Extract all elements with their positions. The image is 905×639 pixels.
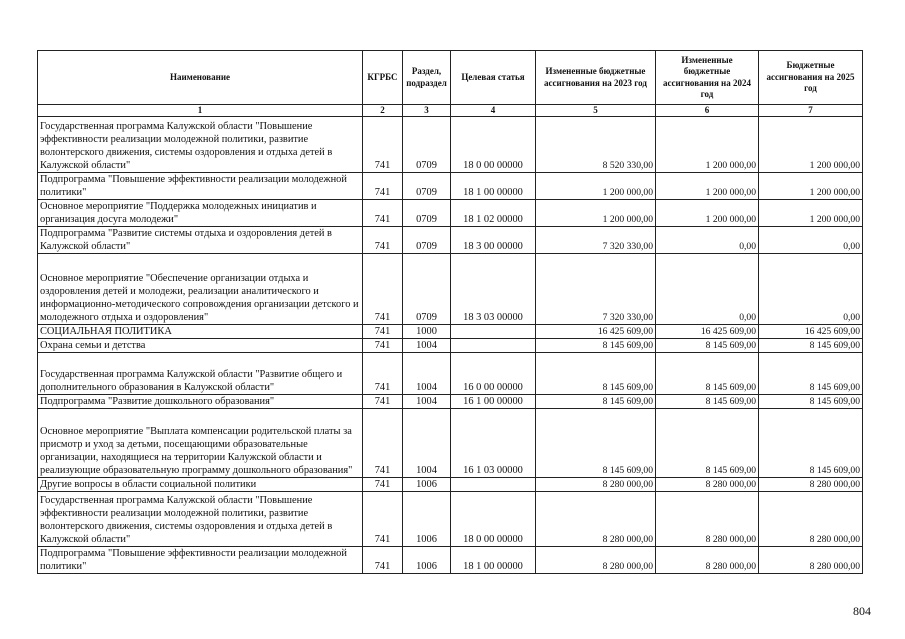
header-2024: Измененные бюджетные ассигнования на 2024 год	[656, 51, 759, 105]
row-kgrbs: 741	[363, 173, 403, 200]
row-name: Подпрограмма "Повышение эффективности реализации молодежной политики"	[38, 547, 363, 574]
column-number: 7	[759, 105, 863, 117]
row-kgrbs: 741	[363, 339, 403, 353]
header-row	[38, 51, 863, 105]
row-kgrbs: 741	[363, 117, 403, 173]
row-kgrbs: 741	[363, 547, 403, 574]
row-amount-2025: 1 200 000,00	[759, 200, 863, 227]
row-kgrbs: 741	[363, 409, 403, 478]
row-amount-2025: 0,00	[759, 254, 863, 325]
row-amount-2025: 16 425 609,00	[759, 325, 863, 339]
table-row	[38, 254, 863, 325]
row-amount-2023: 8 145 609,00	[536, 339, 656, 353]
column-number: 6	[656, 105, 759, 117]
row-section: 1006	[403, 478, 451, 492]
row-amount-2024: 1 200 000,00	[656, 200, 759, 227]
header-name: Наименование	[38, 51, 363, 105]
row-target: 18 3 03 00000	[451, 254, 536, 325]
table-row	[38, 117, 863, 173]
row-kgrbs: 741	[363, 200, 403, 227]
row-amount-2024: 8 145 609,00	[656, 409, 759, 478]
row-name: Основное мероприятие "Обеспечение организации отдыха и оздоровления детей и молодежи, реализации аналитического и информационно-методического сопровождения организации детского и молодежного отдыха и оздоровления"	[38, 254, 363, 325]
row-amount-2023: 7 320 330,00	[536, 227, 656, 254]
row-target: 16 1 03 00000	[451, 409, 536, 478]
row-amount-2024: 8 280 000,00	[656, 492, 759, 547]
row-amount-2023: 8 280 000,00	[536, 547, 656, 574]
column-number: 3	[403, 105, 451, 117]
row-section: 1004	[403, 409, 451, 478]
header-2025: Бюджетные ассигнования на 2025 год	[759, 51, 863, 105]
row-target: 18 1 00 00000	[451, 173, 536, 200]
row-amount-2023: 8 145 609,00	[536, 409, 656, 478]
row-section: 0709	[403, 117, 451, 173]
row-target: 16 0 00 00000	[451, 353, 536, 395]
row-amount-2025: 8 145 609,00	[759, 339, 863, 353]
row-target: 18 0 00 00000	[451, 492, 536, 547]
row-name: Государственная программа Калужской области "Развитие общего и дополнительного образования в Калужской области"	[38, 353, 363, 395]
row-name: Основное мероприятие "Поддержка молодежных инициатив и организация досуга молодежи"	[38, 200, 363, 227]
row-target: 18 1 02 00000	[451, 200, 536, 227]
table-row	[38, 227, 863, 254]
table-row	[38, 325, 863, 339]
row-amount-2025: 1 200 000,00	[759, 173, 863, 200]
row-section: 1004	[403, 395, 451, 409]
row-amount-2024: 8 280 000,00	[656, 547, 759, 574]
row-amount-2024: 1 200 000,00	[656, 173, 759, 200]
row-amount-2023: 16 425 609,00	[536, 325, 656, 339]
row-section: 0709	[403, 227, 451, 254]
row-kgrbs: 741	[363, 325, 403, 339]
row-amount-2025: 8 280 000,00	[759, 547, 863, 574]
table-row	[38, 492, 863, 547]
row-amount-2023: 7 320 330,00	[536, 254, 656, 325]
row-amount-2025: 8 280 000,00	[759, 492, 863, 547]
row-name: Государственная программа Калужской области "Повышение эффективности реализации молодежной политики, развитие волонтерского движения, системы оздоровления и отдыха детей в Калужской области"	[38, 492, 363, 547]
row-amount-2024: 1 200 000,00	[656, 117, 759, 173]
row-section: 0709	[403, 200, 451, 227]
header-target: Целевая статья	[451, 51, 536, 105]
header-2023: Измененные бюджетные ассигнования на 2023 год	[536, 51, 656, 105]
row-section: 1004	[403, 353, 451, 395]
row-name: СОЦИАЛЬНАЯ ПОЛИТИКА	[38, 325, 363, 339]
table-row	[38, 478, 863, 492]
header-section: Раздел, подраздел	[403, 51, 451, 105]
row-target: 18 3 00 00000	[451, 227, 536, 254]
row-name: Охрана семьи и детства	[38, 339, 363, 353]
column-number: 1	[38, 105, 363, 117]
page-number: 804	[853, 604, 871, 618]
row-kgrbs: 741	[363, 254, 403, 325]
column-number: 5	[536, 105, 656, 117]
row-amount-2023: 8 145 609,00	[536, 395, 656, 409]
row-section: 1006	[403, 547, 451, 574]
row-section: 0709	[403, 173, 451, 200]
row-amount-2023: 1 200 000,00	[536, 200, 656, 227]
row-section: 1000	[403, 325, 451, 339]
row-amount-2024: 0,00	[656, 227, 759, 254]
row-section: 1004	[403, 339, 451, 353]
row-kgrbs: 741	[363, 492, 403, 547]
row-amount-2025: 8 145 609,00	[759, 409, 863, 478]
row-amount-2025: 8 145 609,00	[759, 353, 863, 395]
table-row	[38, 395, 863, 409]
row-name: Основное мероприятие "Выплата компенсации родительской платы за присмотр и уход за детьми, посещающими образовательные организации, находящиеся на территории Калужской области и реализующие образовательную программу дошкольного образования"	[38, 409, 363, 478]
row-amount-2024: 8 280 000,00	[656, 478, 759, 492]
row-amount-2024: 8 145 609,00	[656, 395, 759, 409]
row-amount-2025: 1 200 000,00	[759, 117, 863, 173]
row-target: 18 0 00 00000	[451, 117, 536, 173]
budget-table	[37, 50, 863, 574]
column-number: 4	[451, 105, 536, 117]
row-target: 16 1 00 00000	[451, 395, 536, 409]
row-name: Подпрограмма "Развитие системы отдыха и оздоровления детей в Калужской области"	[38, 227, 363, 254]
row-amount-2023: 8 145 609,00	[536, 353, 656, 395]
row-target	[451, 339, 536, 353]
row-name: Подпрограмма "Развитие дошкольного образования"	[38, 395, 363, 409]
column-number: 2	[363, 105, 403, 117]
row-amount-2025: 8 280 000,00	[759, 478, 863, 492]
header-kgrbs: КГРБС	[363, 51, 403, 105]
row-kgrbs: 741	[363, 353, 403, 395]
row-kgrbs: 741	[363, 395, 403, 409]
row-kgrbs: 741	[363, 227, 403, 254]
table-row	[38, 173, 863, 200]
row-target	[451, 325, 536, 339]
row-amount-2023: 8 280 000,00	[536, 478, 656, 492]
row-amount-2023: 8 280 000,00	[536, 492, 656, 547]
table-row	[38, 353, 863, 395]
row-target	[451, 478, 536, 492]
row-amount-2025: 0,00	[759, 227, 863, 254]
row-target: 18 1 00 00000	[451, 547, 536, 574]
row-name: Другие вопросы в области социальной политики	[38, 478, 363, 492]
table-row	[38, 200, 863, 227]
column-number-row	[38, 105, 863, 117]
row-amount-2025: 8 145 609,00	[759, 395, 863, 409]
row-amount-2024: 0,00	[656, 254, 759, 325]
row-amount-2023: 8 520 330,00	[536, 117, 656, 173]
row-name: Подпрограмма "Повышение эффективности реализации молодежной политики"	[38, 173, 363, 200]
row-amount-2024: 8 145 609,00	[656, 339, 759, 353]
row-section: 1006	[403, 492, 451, 547]
row-name: Государственная программа Калужской области "Повышение эффективности реализации молодежной политики, развитие волонтерского движения, системы оздоровления и отдыха детей в Калужской области"	[38, 117, 363, 173]
row-section: 0709	[403, 254, 451, 325]
table-row	[38, 339, 863, 353]
table-row	[38, 409, 863, 478]
row-kgrbs: 741	[363, 478, 403, 492]
row-amount-2023: 1 200 000,00	[536, 173, 656, 200]
row-amount-2024: 8 145 609,00	[656, 353, 759, 395]
table-row	[38, 547, 863, 574]
row-amount-2024: 16 425 609,00	[656, 325, 759, 339]
